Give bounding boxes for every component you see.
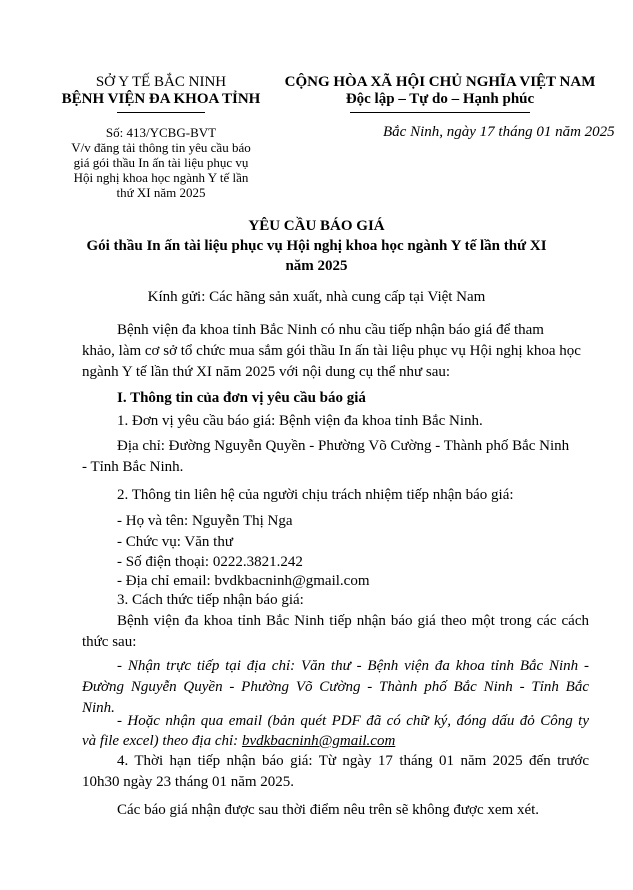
direct-line-3: Ninh.: [82, 700, 115, 716]
ministry-name: SỞ Y TẾ BẮC NINH: [95, 74, 227, 90]
contact-email: - Địa chỉ email: bvdkbacninh@gmail.com: [117, 573, 370, 589]
document-date: Bắc Ninh, ngày 17 tháng 01 năm 2025: [383, 124, 615, 140]
contact-phone: - Số điện thoại: 0222.3821.242: [117, 554, 303, 570]
item-4-line-2: 10h30 ngày 23 tháng 01 năm 2025.: [82, 774, 295, 790]
nation-title: CỘNG HÒA XÃ HỘI CHỦ NGHĨA VIỆT NAM: [284, 74, 596, 90]
item-3: 3. Cách thức tiếp nhận báo giá:: [117, 592, 304, 608]
address-line-1: Địa chỉ: Đường Nguyễn Quyền - Phường Võ Cường - Thành phố Bắc Ninh: [117, 438, 570, 454]
header-left-underline: [117, 112, 205, 113]
method-line-1: Bệnh viện đa khoa tỉnh Bắc Ninh tiếp nhận báo giá theo một trong các cách: [117, 613, 589, 629]
subject-line-1: V/v đăng tải thông tin yêu cầu báo: [71, 140, 251, 155]
subject-line-3: Hội nghị khoa học ngành Y tế lần: [73, 170, 249, 185]
item-4-line-1: 4. Thời hạn tiếp nhận báo giá: Từ ngày 17 tháng 01 năm 2025 đến trước: [117, 753, 589, 769]
item-1: 1. Đơn vị yêu cầu báo giá: Bệnh viện đa khoa tỉnh Bắc Ninh.: [117, 413, 483, 429]
address-line-2: - Tỉnh Bắc Ninh.: [82, 459, 184, 475]
hospital-name: BỆNH VIỆN ĐA KHOA TỈNH: [61, 91, 261, 107]
intro-line-3: ngành Y tế lần thứ XI năm 2025 với nội dung cụ thể như sau:: [82, 364, 451, 380]
direct-line-1: - Nhận trực tiếp tại địa chỉ: Văn thư - Bệnh viện đa khoa tỉnh Bắc Ninh -: [117, 658, 589, 674]
subject-line-4: thứ XI năm 2025: [116, 185, 206, 200]
recipient: Kính gửi: Các hãng sản xuất, nhà cung cấp tại Việt Nam: [147, 289, 486, 305]
email-line-2: [82, 731, 395, 751]
nation-motto: Độc lập – Tự do – Hạnh phúc: [345, 91, 535, 107]
package-title-line-1: Gói thầu In ấn tài liệu phục vụ Hội nghị khoa học ngành Y tế lần thứ XI: [86, 238, 547, 254]
package-title-line-2: năm 2025: [285, 258, 348, 274]
email-link[interactable]: bvdkbacninh@gmail.com: [241, 733, 396, 749]
intro-line-2: khảo, làm cơ sở tổ chức mua sắm gói thầu In ấn tài liệu phục vụ Hội nghị khoa học: [82, 343, 581, 359]
item-2: 2. Thông tin liên hệ của người chịu trách nhiệm tiếp nhận báo giá:: [117, 487, 514, 503]
email-line-1: - Hoặc nhận qua email (bản quét PDF đã có chữ ký, đóng dấu đỏ Công ty: [117, 713, 589, 729]
direct-line-2: Đường Nguyễn Quyền - Phường Võ Cường - Thành phố Bắc Ninh - Tỉnh Bắc: [82, 679, 589, 695]
contact-position: - Chức vụ: Văn thư: [117, 534, 233, 550]
intro-line-1: Bệnh viện đa khoa tỉnh Bắc Ninh có nhu cầu tiếp nhận báo giá để tham: [117, 322, 544, 338]
contact-name: - Họ và tên: Nguyễn Thị Nga: [117, 513, 293, 529]
method-line-2: thức sau:: [82, 634, 137, 650]
section-1-heading: I. Thông tin của đơn vị yêu cầu báo giá: [117, 390, 366, 406]
email-line-2-prefix: và file excel) theo địa chỉ:: [82, 733, 242, 749]
late-notice: Các báo giá nhận được sau thời điểm nêu trên sẽ không được xem xét.: [117, 802, 540, 818]
subject-line-2: giá gói thầu In ấn tài liệu phục vụ: [73, 155, 249, 170]
header-right-underline: [350, 112, 530, 113]
document-number: Số: 413/YCBG-BVT: [105, 125, 217, 140]
document-title: YÊU CẦU BÁO GIÁ: [248, 218, 385, 234]
